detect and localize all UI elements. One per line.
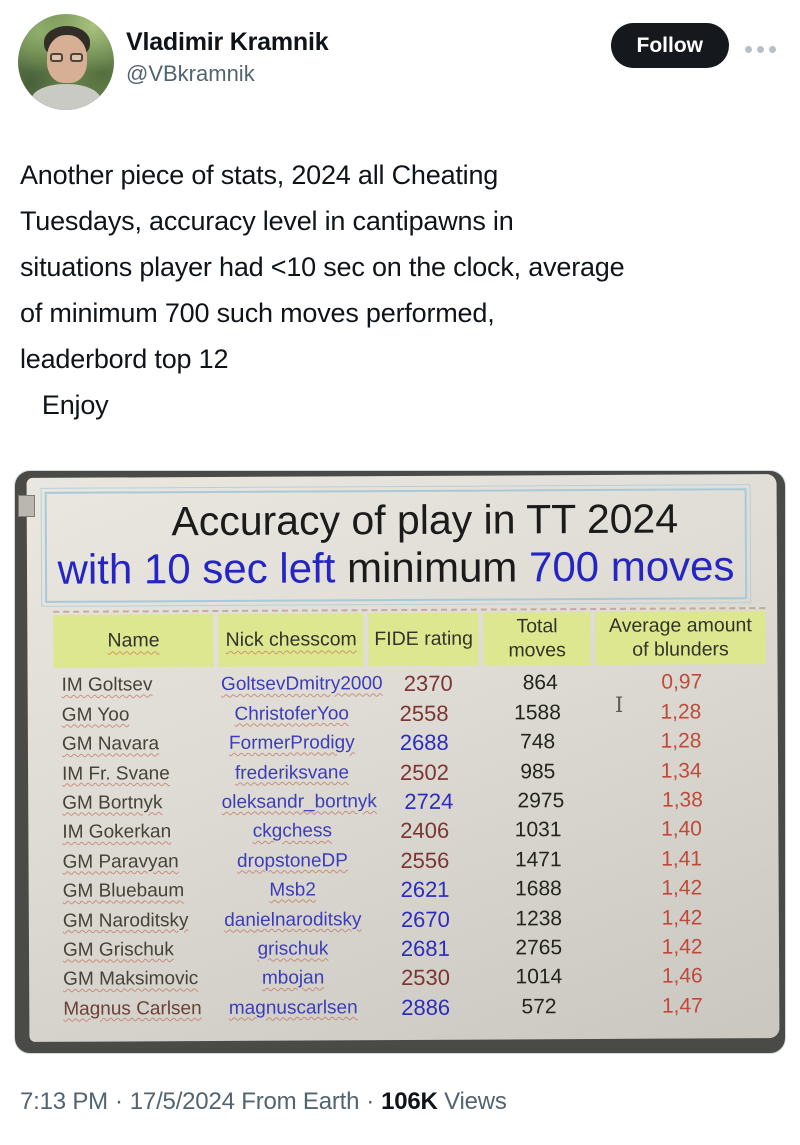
views-count: 106K — [381, 1088, 438, 1115]
player-avg-blunders: 0,97 — [661, 670, 703, 695]
player-avg-blunders: 1,34 — [660, 758, 702, 783]
tweet-image[interactable] — [14, 470, 786, 1054]
col-header-name: Name — [53, 614, 214, 668]
table-row — [54, 727, 766, 760]
col-header-nick: Nick chesscom — [219, 613, 364, 667]
tweet-source: From Earth — [241, 1088, 360, 1115]
views-label: Views — [444, 1088, 507, 1115]
avatar-glasses-right — [70, 53, 83, 62]
stats-table — [53, 607, 767, 1024]
stats-table-body — [54, 668, 768, 1024]
player-name: IM Goltsev — [61, 674, 153, 697]
stats-table-header — [53, 607, 765, 667]
tweet-line: of minimum 700 such moves performed, — [20, 298, 495, 328]
text-cursor-icon: I — [615, 693, 624, 717]
player-nick: ckgchess — [252, 820, 332, 843]
avatar-glasses-left — [50, 53, 63, 62]
table-row — [54, 785, 766, 818]
tweet-date: 17/5/2024 — [129, 1088, 235, 1115]
player-total-moves: 1588 — [514, 700, 561, 725]
player-total-moves: 572 — [521, 994, 557, 1019]
tweet-line: situations player had <10 sec on the clock, average — [20, 252, 625, 282]
player-total-moves: 1688 — [515, 877, 562, 901]
col-header-moves: Total moves — [483, 612, 590, 665]
player-avg-blunders: 1,28 — [660, 729, 702, 753]
stats-title-line2 — [55, 542, 737, 593]
player-name: GM Bluebaum — [62, 880, 185, 902]
author-display-name[interactable]: Vladimir Kramnik — [126, 28, 329, 56]
tweet-header — [0, 0, 800, 110]
tweet-time: 7:13 PM — [20, 1088, 108, 1115]
player-avg-blunders: 1,42 — [661, 876, 703, 900]
tweet-line: Enjoy — [20, 390, 109, 420]
player-name: GM Bortnyk — [62, 792, 163, 814]
player-fide-rating: 2681 — [400, 935, 450, 961]
player-fide-rating: 2502 — [399, 759, 449, 785]
player-fide-rating: 2530 — [400, 965, 451, 991]
player-fide-rating: 2621 — [400, 876, 450, 903]
player-nick: GoltsevDmitry2000 — [220, 673, 383, 696]
tweet-meta — [20, 1088, 780, 1116]
player-name: IM Fr. Svane — [62, 762, 170, 785]
player-avg-blunders: 1,42 — [661, 935, 703, 959]
player-nick: magnuscarlsen — [228, 996, 358, 1019]
player-fide-rating: 2724 — [404, 788, 454, 814]
title2-blue2: 700 moves — [528, 542, 735, 591]
avatar-shirt — [31, 84, 101, 110]
tweet-text — [20, 152, 780, 428]
table-row — [55, 932, 767, 965]
table-row — [54, 756, 766, 789]
player-total-moves: 864 — [522, 671, 558, 695]
table-row — [55, 903, 767, 936]
title2-dark: minimum — [346, 543, 530, 592]
player-name: Magnus Carlsen — [63, 997, 202, 1020]
author-names — [126, 27, 328, 89]
player-fide-rating: 2406 — [400, 818, 450, 844]
player-nick: ChristoferYoo — [234, 703, 349, 725]
player-name: GM Yoo — [61, 704, 130, 726]
player-name: GM Maksimovic — [63, 968, 199, 991]
player-nick: grischuk — [257, 938, 329, 960]
col-header-rating: FIDE rating — [369, 613, 479, 666]
meta-separator: · — [114, 1088, 123, 1115]
tweet-line: leaderbord top 12 — [20, 344, 229, 374]
avatar[interactable] — [18, 14, 114, 110]
player-total-moves: 1238 — [515, 906, 563, 930]
player-total-moves: 985 — [520, 759, 556, 783]
tweet-line: Tuesdays, accuracy level in cantipawns in — [20, 206, 514, 236]
player-avg-blunders: 1,40 — [660, 817, 702, 841]
follow-button[interactable]: Follow — [611, 23, 730, 68]
player-nick: Msb2 — [269, 879, 316, 901]
player-avg-blunders: 1,28 — [660, 700, 702, 724]
player-total-moves: 748 — [520, 730, 556, 754]
player-avg-blunders: 1,47 — [661, 994, 703, 1018]
table-row — [54, 815, 766, 848]
player-total-moves: 1031 — [514, 818, 562, 842]
player-avg-blunders: 1,38 — [661, 788, 703, 812]
player-nick: frederiksvane — [234, 761, 350, 784]
player-avg-blunders: 1,46 — [661, 964, 703, 988]
player-nick: mbojan — [261, 967, 325, 990]
tweet-line: Another piece of stats, 2024 all Cheating — [20, 160, 499, 190]
table-row — [54, 697, 766, 730]
table-row — [55, 874, 767, 907]
player-fide-rating: 2556 — [400, 847, 450, 873]
title2-blue1: with 10 sec left — [57, 544, 348, 593]
player-fide-rating: 2558 — [399, 700, 449, 726]
player-total-moves: 2975 — [517, 789, 565, 813]
more-menu-icon[interactable] — [745, 46, 776, 53]
table-row — [55, 962, 767, 995]
player-name: GM Naroditsky — [62, 909, 189, 932]
player-total-moves: 1471 — [514, 847, 562, 872]
player-total-moves: 1014 — [515, 965, 563, 989]
stats-title-box — [45, 488, 748, 603]
player-nick: danielnaroditsky — [224, 908, 362, 931]
player-nick: oleksandr_bortnyk — [221, 791, 377, 813]
table-row — [54, 844, 766, 877]
col-header-blunders: Average amount of blunders — [595, 611, 765, 665]
player-avg-blunders: 1,41 — [661, 847, 703, 871]
player-fide-rating: 2670 — [400, 906, 450, 932]
player-nick: FormerProdigy — [228, 732, 355, 755]
player-total-moves: 2765 — [515, 936, 563, 960]
player-name: IM Gokerkan — [62, 821, 172, 844]
table-row — [54, 668, 766, 701]
stats-title-line1: Accuracy of play in TT 2024 — [171, 495, 679, 545]
player-fide-rating: 2688 — [399, 729, 449, 756]
player-fide-rating: 2370 — [403, 671, 453, 697]
author-handle[interactable]: @VBkramnik — [126, 61, 255, 86]
table-row — [55, 991, 767, 1024]
monitor-screen — [27, 474, 780, 1042]
player-avg-blunders: 1,42 — [661, 905, 703, 930]
player-name: GM Navara — [61, 733, 160, 755]
player-name: GM Paravyan — [62, 850, 179, 873]
window-edge-widget — [18, 495, 35, 517]
player-nick: dropstoneDP — [236, 850, 348, 872]
player-fide-rating: 2886 — [401, 994, 451, 1020]
meta-separator: · — [366, 1088, 375, 1115]
player-name: GM Grischuk — [62, 939, 174, 961]
